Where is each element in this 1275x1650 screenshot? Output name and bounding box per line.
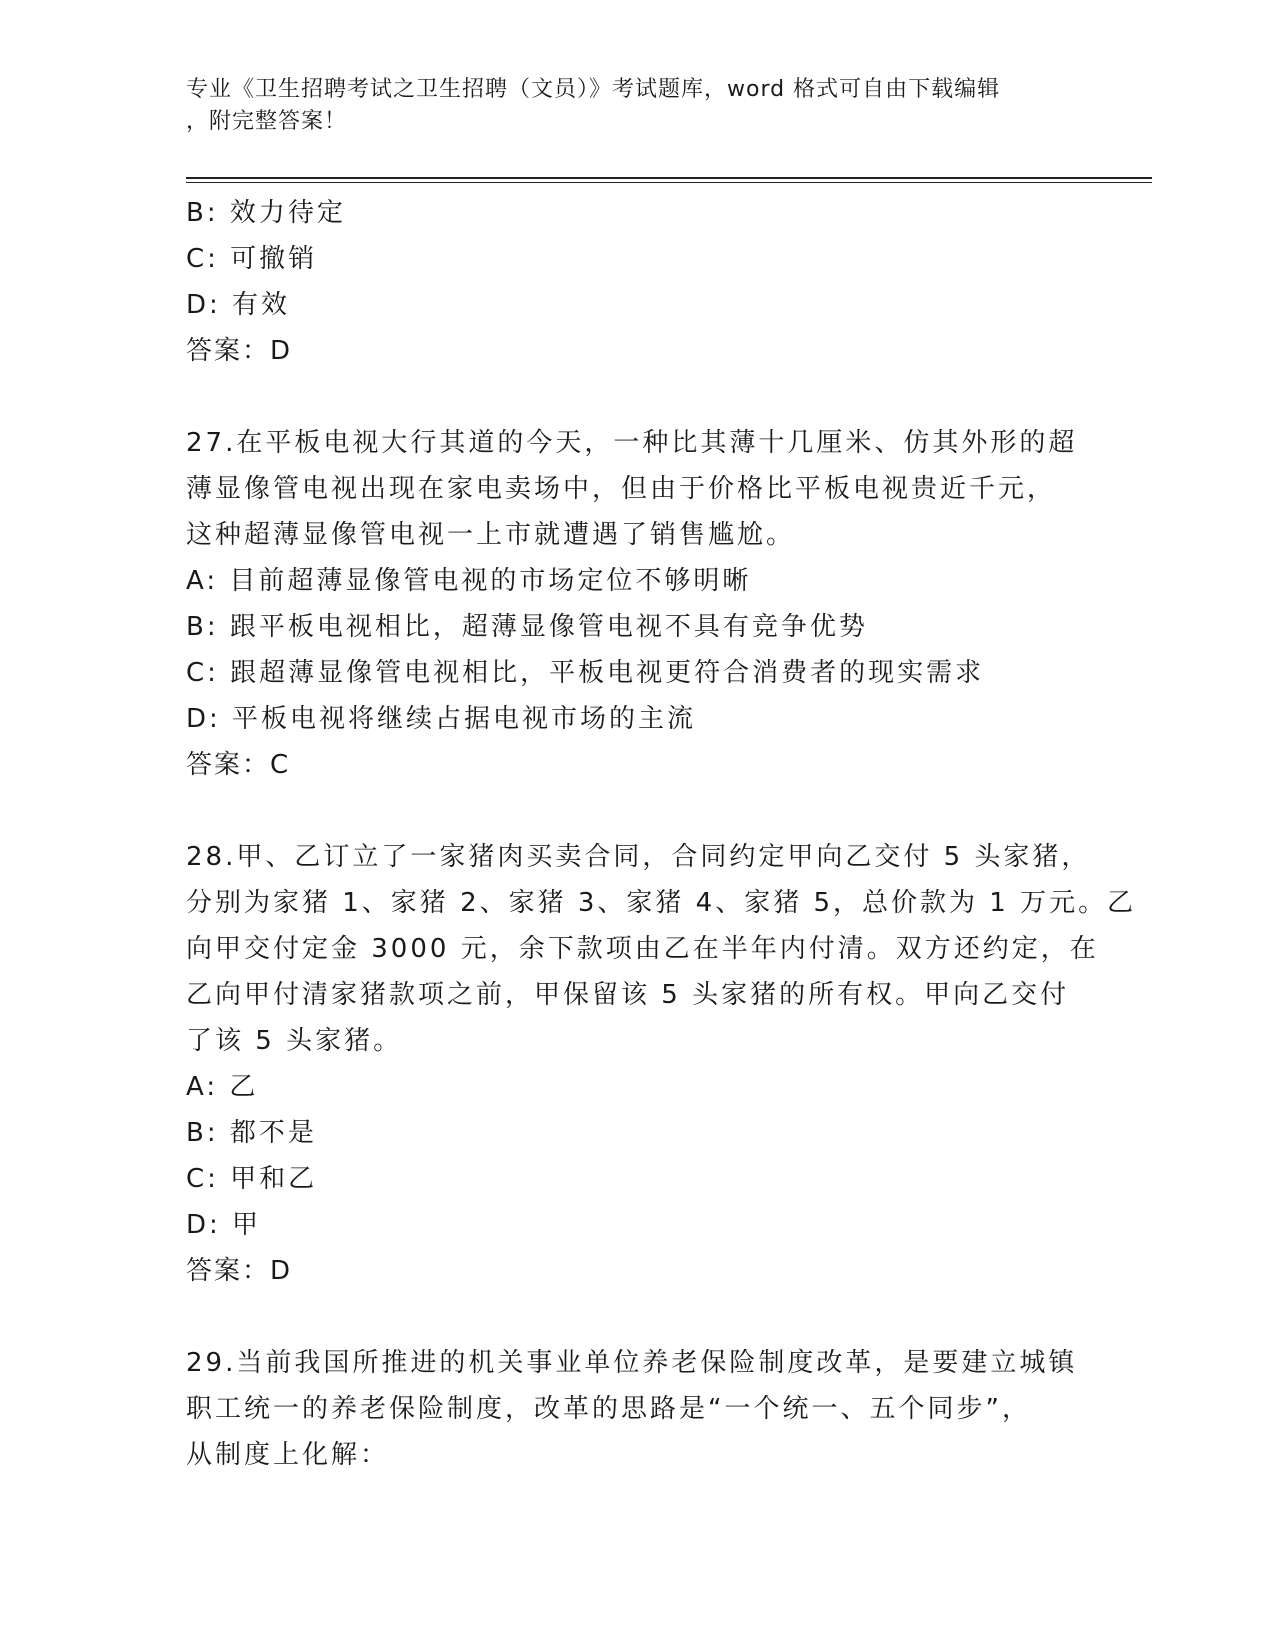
question-text-line: 从制度上化解： (186, 1440, 390, 1470)
question-text-line: 薄显像管电视出现在家电卖场中，但由于价格比平板电视贵近千元， (186, 474, 1057, 504)
question-text-line: 乙向甲付清家猪款项之前，甲保留该 5 头家猪的所有权。甲向乙交付 (186, 980, 1070, 1010)
question-28 (186, 834, 1137, 1294)
question-text-line: 分别为家猪 1、家猪 2、家猪 3、家猪 4、家猪 5，总价款为 1 万元。乙 (186, 888, 1137, 918)
option-c: C: 跟超薄显像管电视相比，平板电视更符合消费者的现实需求 (186, 658, 985, 688)
header-line-2: ，附完整答案！ (186, 109, 348, 134)
answer-line: 答案：D (186, 1256, 293, 1286)
spacer (186, 1294, 1086, 1340)
header-rule-thick (186, 177, 1152, 179)
option-d: D: 有效 (186, 290, 291, 320)
question-text-line: 了该 5 头家猪。 (186, 1026, 403, 1056)
option-b: B: 跟平板电视相比，超薄显像管电视不具有竞争优势 (186, 612, 868, 642)
option-a: A: 目前超薄显像管电视的市场定位不够明晰 (186, 566, 752, 596)
option-c: C: 可撤销 (186, 244, 318, 274)
question-text-line: 27.在平板电视大行其道的今天，一种比其薄十几厘米、仿其外形的超 (186, 428, 1078, 458)
option-a: A: 乙 (186, 1072, 259, 1102)
header-rule-thin (186, 182, 1152, 183)
question-27 (186, 420, 1086, 788)
document-body (186, 190, 1137, 1478)
question-text-line: 29.当前我国所推进的机关事业单位养老保险制度改革，是要建立城镇 (186, 1348, 1078, 1378)
answer-line: 答案：D (186, 336, 293, 366)
prev-question-block (186, 190, 1086, 374)
question-text-line: 职工统一的养老保险制度，改革的思路是“一个统一、五个同步”， (186, 1394, 1031, 1424)
option-b: B: 效力待定 (186, 198, 346, 228)
question-text-line: 向甲交付定金 3000 元，余下款项由乙在半年内付清。双方还约定，在 (186, 934, 1099, 964)
question-text-line: 28.甲、乙订立了一家猪肉买卖合同，合同约定甲向乙交付 5 头家猪， (186, 842, 1091, 872)
question-29 (186, 1340, 1086, 1478)
question-text-line: 这种超薄显像管电视一上市就遭遇了销售尴尬。 (186, 520, 796, 550)
spacer (186, 374, 1086, 420)
option-d: D: 甲 (186, 1210, 262, 1240)
option-b: B: 都不是 (186, 1118, 317, 1148)
option-d: D: 平板电视将继续占据电视市场的主流 (186, 704, 697, 734)
document-header (186, 74, 1066, 138)
header-line-1: 专业《卫生招聘考试之卫生招聘（文员）》考试题库，word 格式可自由下载编辑 (186, 77, 1001, 102)
answer-line: 答案：C (186, 750, 291, 780)
option-c: C: 甲和乙 (186, 1164, 318, 1194)
spacer (186, 788, 1086, 834)
